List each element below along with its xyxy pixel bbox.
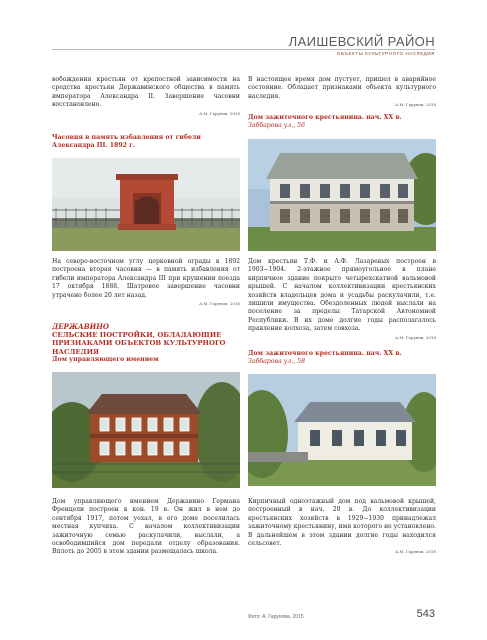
manager-house-photo	[52, 372, 240, 488]
house2-text-block	[248, 498, 436, 554]
page-number: 543	[416, 608, 435, 620]
right-intro	[248, 76, 436, 107]
house1-title: Дом зажиточного крестьянина. нач. XX в.	[248, 114, 402, 121]
left-intro-credit: А.М. Гарунов, 2018	[199, 110, 240, 116]
header-divider	[52, 49, 435, 50]
right-intro-credit: А.М. Гарунов, 2018	[395, 102, 436, 108]
chapel-credit: А.М. Гарунов, 2018	[199, 301, 240, 307]
chapel-text: На северо-восточном углу церковной ограды в 1892 построена вторая часовня — в память избавления от гибели императора Александра III при крушении поезда 17 октября 1888. Шатровое завершение часовни утрачено более 20 лет назад.	[52, 258, 240, 299]
region-title: ЛАИШЕВСКИЙ РАЙОН	[288, 34, 435, 49]
footer-photo-credit: Фото: А. Гарунова, 2015	[248, 614, 304, 620]
manager-text-block	[52, 498, 240, 557]
chapel-heading-block	[52, 134, 240, 149]
right-intro-text: В настоящее время дом пустует, пришел в аварийное состояние. Обладает признаками объекта культурного наследия.	[248, 76, 436, 100]
house1-text-block	[248, 258, 436, 340]
derzhavino-section	[52, 322, 240, 356]
chapel-photo	[52, 158, 240, 251]
manager-title: Дом управляющего имением	[52, 356, 159, 363]
house1-credit: А.М. Гарунов, 2018	[395, 334, 436, 340]
house2-heading-block	[248, 350, 436, 365]
chapel-title: Часовня в память избавления от гибели Александра III. 1892 г.	[52, 134, 201, 149]
house1-heading-block	[248, 114, 436, 129]
house1-text: Дом крестьян Т.Ф. и А.Ф. Лазаревых построен в 1903−1904. 2-этажное прямоугольное в плане кирпичное здание покрыто четырехскатной вальмовой крышей. С началом коллективизации крестьянских хозяйств владельцев дома и усадьбы раскулачили, т.е. лишили имущества. Обездоленных людей выслали на поселение за пределы Татарской Автономной Республики. В их доме долгие годы располагалось правление колхоза, затем совхоза.	[248, 258, 436, 333]
section-title: ДЕРЖАВИНО	[52, 322, 109, 331]
house1-address: Заббарова ул., 56	[248, 121, 306, 129]
left-intro	[52, 76, 240, 116]
section-heading: СЕЛЬСКИЕ ПОСТРОЙКИ, ОБЛАДАЮЩИЕ ПРИЗНАКАМИ ОБЪЕКТОВ КУЛЬТУРНОГО НАСЛЕДИЯ	[52, 331, 226, 356]
left-intro-text: вобождения крестьян от крепостной зависимости на средства крестьян Державинского общества в память императора Александра II. Завершение часовни восстановлено.	[52, 76, 240, 109]
house2-photo	[248, 374, 436, 486]
region-subtitle: ОБЪЕКТЫ КУЛЬТУРНОГО НАСЛЕДИЯ	[336, 51, 435, 56]
manager-text: Дом управляющего имением Державино Германа Френцели построен в кон. 19 в. Он жил в нем до сентября 1917, потом уехал, в его доме поселилась местная купчиха. С началом коллективизации зажиточную семью раскулачили, выслали, а освободившийся дом передали отделу образования. Вплоть до 2005 в этом здании размещалась школа.	[52, 498, 240, 556]
manager-heading-block	[52, 356, 240, 364]
house1-photo	[248, 139, 436, 251]
house2-address: Заббарова ул., 58	[248, 357, 306, 365]
chapel-text-block	[52, 258, 240, 306]
house2-title: Дом зажиточного крестьянина. нач. XX в.	[248, 350, 402, 357]
house2-text: Кирпичный одноэтажный дом под вальмовой крышей, построенный в нач. 20 в. До коллективизации крестьянских хозяйств в 1929−1930 принадлежал зажиточному крестьянину, имя которого не установлено. В дальнейшем в этом здании долгие годы находился сельсовет.	[248, 498, 436, 548]
house2-credit: А.М. Гарунов, 2018	[395, 549, 436, 555]
